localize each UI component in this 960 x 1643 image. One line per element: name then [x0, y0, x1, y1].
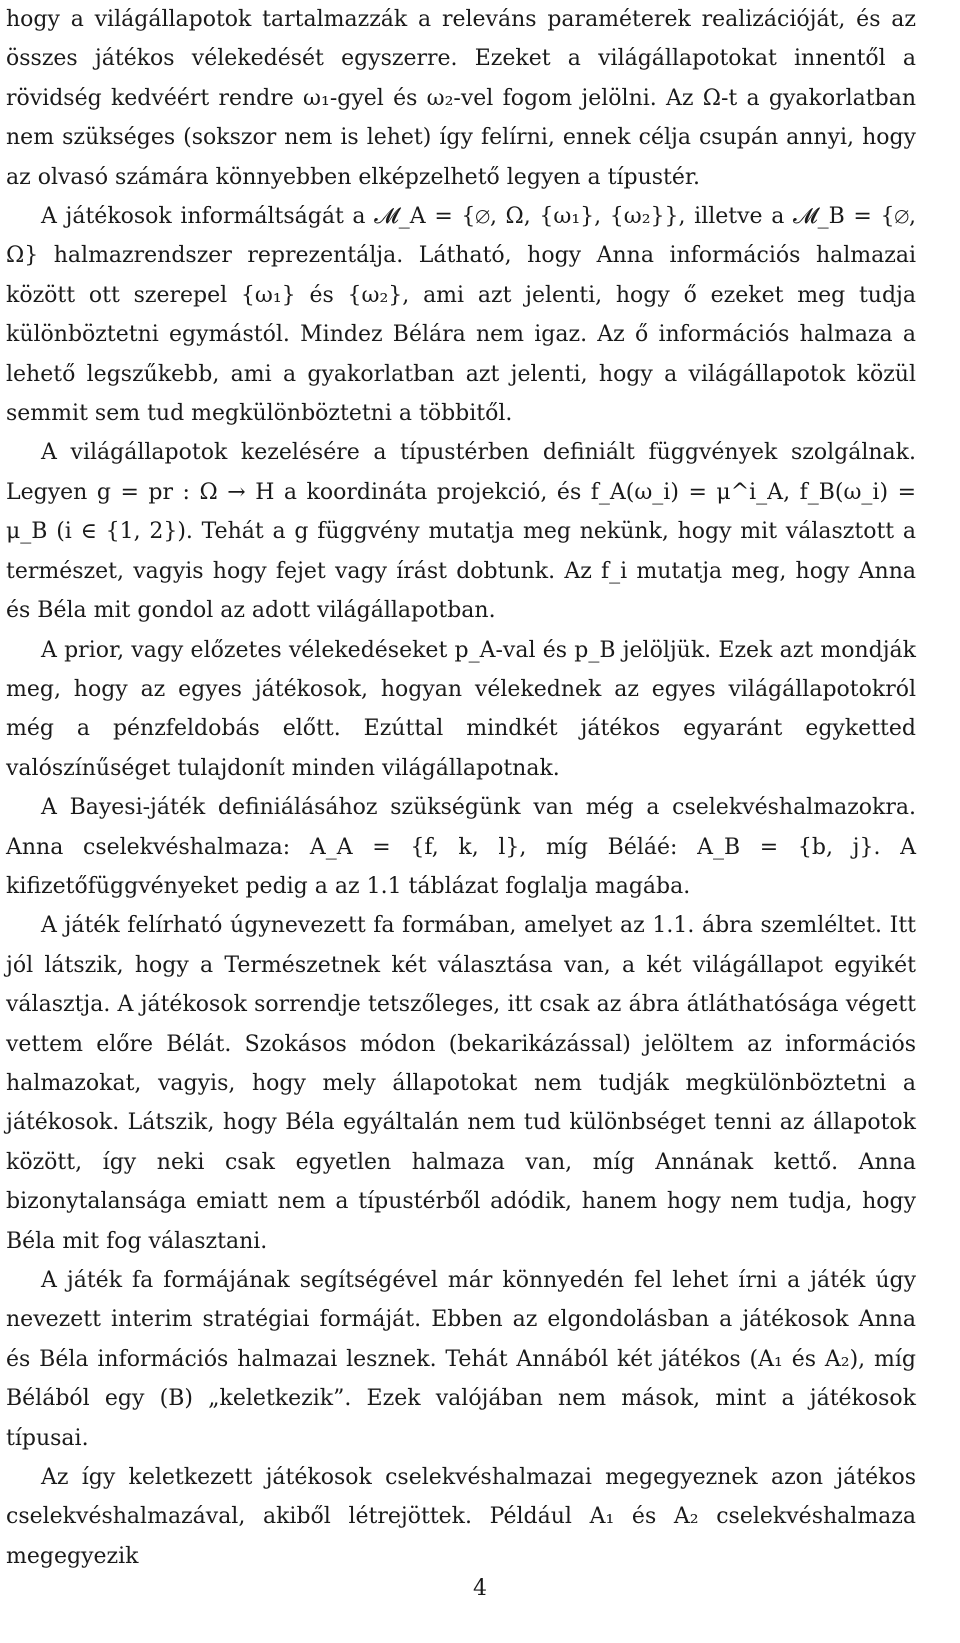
paragraph-8: Az így keletkezett játékosok cselekvéshalmazai megegyeznek azon játékos cselekvéshalmazával, akiből létrejöttek. Például A₁ és A₂ cselekvéshalmaza megegyezik [6, 1465, 916, 1569]
paragraph-1: hogy a világállapotok tartalmazzák a releváns paraméterek realizációját, és az összes játékos vélekedését egyszerre. Ezeket a világállapotokat innentől a rövidség kedvéért rendre ω₁-gyel és ω₂-vel fogom jelölni. Az Ω-t a gyakorlatban nem szükséges (sokszor nem is lehet) így felírni, ennek célja csupán annyi, hogy az olvasó számára könnyebben elképzelhető legyen a típustér. [6, 7, 916, 190]
document-body [6, 0, 916, 1576]
paragraph-3: A világállapotok kezelésére a típustérben definiált függvények szolgálnak. Legyen g = pr : Ω → H a koordináta projekció, és f_A(ω_i) = μ^i_A, f_B(ω_i) = μ_B (i ∈ {1, 2}). Tehát a g függvény mutatja meg nekünk, hogy mit választott a természet, vagyis hogy fejet vagy írást dobtunk. Az f_i mutatja meg, hogy Anna és Béla mit gondol az adott világállapotban. [6, 440, 916, 624]
paragraph-4: A prior, vagy előzetes vélekedéseket p_A-val és p_B jelöljük. Ezek azt mondják meg, hogy az egyes játékosok, hogyan vélekednek az egyes világállapotokról még a pénzfeldobás előtt. Ezúttal mindkét játékos egyaránt egyketted valószínűséget tulajdonít minden világállapotnak. [6, 637, 916, 781]
paragraph-5: A Bayesi-játék definiálásához szükségünk van még a cselekvéshalmazokra. Anna cselekvéshalmaza: A_A = {f, k, l}, míg Béláé: A_B = {b, j}. A kifizetőfüggvényeket pedig a az 1.1 táblázat foglalja magába. [6, 795, 916, 899]
paragraph-6: A játék felírható úgynevezett fa formában, amelyet az 1.1. ábra szemléltet. Itt jól látszik, hogy a Természetnek két választása van, a két világállapot egyikét választja. A játékosok sorrendje tetszőleges, itt csak az ábra átláthatósága végett vettem előre Bélát. Szokásos módon (bekarikázással) jelöltem az információs halmazokat, vagyis, hogy mely állapotokat nem tudják megkülönböztetni a játékosok. Látszik, hogy Béla egyáltalán nem tud különbséget tenni az állapotok között, így neki csak egyetlen halmaza van, míg Annának kettő. Anna bizonytalansága emiatt nem a típustérből adódik, hanem hogy nem tudja, hogy Béla mit fog választani. [6, 913, 916, 1254]
paragraph-7: A játék fa formájának segítségével már könnyedén fel lehet írni a játék úgy nevezett interim stratégiai formáját. Ebben az elgondolásban a játékosok Anna és Béla információs halmazai lesznek. Tehát Annából két játékos (A₁ és A₂), míg Bélából egy (B) „keletkezik”. Ezek valójában nem mások, mint a játékosok típusai. [6, 1268, 916, 1451]
paragraph-2: A játékosok informáltságát a 𝓜_A = {∅, Ω, {ω₁}, {ω₂}}, illetve a 𝓜_B = {∅, Ω} halmazrendszer reprezentálja. Látható, hogy Anna információs halmazai között ott szerepel {ω₁} és {ω₂}, ami azt jelenti, hogy ő ezeket meg tudja különböztetni egymástól. Mindez Bélára nem igaz. Az ő információs halmaza a lehető legszűkebb, ami a gyakorlatban azt jelenti, hogy a világállapotok közül semmit sem tud megkülönböztetni a többitől. [6, 204, 917, 427]
page-number: 4 [473, 1576, 487, 1601]
